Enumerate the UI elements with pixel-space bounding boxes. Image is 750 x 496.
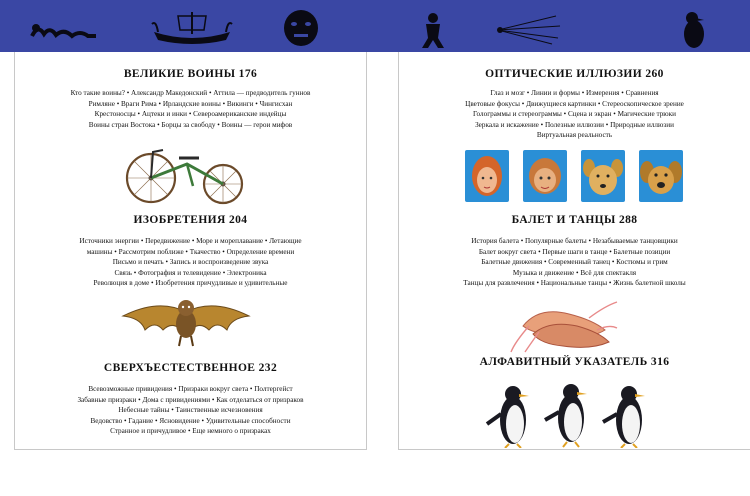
face-girl-2: [523, 150, 567, 202]
topic-line: Революция в доме • Изобретения причудливые и удивительные: [93, 279, 288, 288]
topic-line: Связь • Фотография и телевидение • Электроника: [114, 268, 267, 277]
bat-creature-illustration: [119, 294, 253, 352]
face-dog-1: [581, 150, 625, 202]
left-page: [14, 52, 367, 450]
topic-line: Письмо и печать • Запись и воспроизведение звука: [112, 258, 269, 267]
figure-icon: [418, 12, 448, 50]
topic-line: Виртуальная реальность: [536, 131, 613, 140]
topic-line: Римляне • Враги Рима • Ирландские воины • Викинги • Чингисхан: [88, 99, 293, 108]
right-page: [398, 52, 750, 450]
topic-line: Кто такие воины? • Александр Македонский • Аттила — предводитель гуннов: [70, 89, 311, 97]
section-title-warriors: ВЕЛИКИЕ ВОИНЫ 176: [123, 68, 258, 80]
section-title-optical-illusions: ОПТИЧЕСКИЕ ИЛЛЮЗИИ 260: [485, 68, 664, 80]
section-topics-supernatural: [21, 384, 360, 437]
section-title-supernatural: СВЕРХЪЕСТЕСТВЕННОЕ 232: [103, 362, 278, 374]
section-topics-warriors: [21, 88, 360, 130]
topic-line: Глаз и мозг • Линии и формы • Измерения • Сравнения: [490, 89, 659, 97]
topic-line: машины • Рассмотрим поближе • Ткачество • Определение времени: [86, 247, 295, 256]
topic-line: Танцы для развлечения • Национальные танцы • Жизнь балетной школы: [463, 279, 686, 288]
topic-line: Ведовство • Гадание • Ясновидение • Удивительные способности: [90, 416, 291, 425]
topic-line: Источники энергии • Передвижение • Море и мореплавание • Летающие: [79, 237, 302, 245]
topic-line: Забавные призраки • Дома с привидениями • Как отделаться от призраков: [77, 395, 304, 404]
topic-line: Балет вокруг света • Первые шаги в танце • Балетные позиции: [478, 247, 671, 256]
penguins-illustration: [483, 380, 663, 448]
topic-line: Балетные движения • Современный танец • Костюмы и грим: [481, 258, 668, 267]
section-topics-inventions: [21, 236, 360, 289]
sea-serpent-icon: [30, 20, 100, 42]
face-girl-1: [465, 150, 509, 202]
topic-line: История балета • Популярные балеты • Незабываемые танцовщики: [471, 237, 678, 245]
topic-line: Небесные тайны • Таинственные исчезновения: [118, 406, 263, 415]
topic-line: Крестоносцы • Ацтеки и инки • Североамериканские индейцы: [94, 110, 287, 119]
topic-line: Голограммы и стереограммы • Сцена и экран • Магические трюки: [473, 110, 676, 119]
morphing-faces-illustration: [465, 150, 685, 204]
section-title-inventions: ИЗОБРЕТЕНИЯ 204: [133, 214, 248, 226]
section-title-ballet: БАЛЕТ И ТАНЦЫ 288: [511, 214, 638, 226]
topic-line: Музыка и движение • Всё для спектакля: [512, 268, 637, 277]
section-title-index: АЛФАВИТНЫЙ УКАЗАТЕЛЬ 316: [479, 356, 670, 368]
mask-icon: [282, 8, 320, 48]
topic-line: Воины стран Востока • Борцы за свободу • Воины — герои мифов: [88, 120, 293, 129]
bicycle-illustration: [123, 146, 247, 208]
ballet-shoes-illustration: [509, 296, 619, 354]
topic-line: Цветовые фокусы • Движущиеся картинки • Стереоскопическое зрение: [465, 99, 684, 108]
section-topics-optical-illusions: [405, 88, 744, 141]
face-dog-2: [639, 150, 683, 202]
section-topics-ballet: [405, 236, 744, 289]
topic-line: Всевозможные привидения • Призраки вокруг света • Полтергейст: [88, 385, 293, 393]
penguin-icon: [680, 10, 708, 50]
light-rays-icon: [496, 12, 562, 46]
viking-ship-icon: [150, 10, 234, 46]
top-band: [0, 0, 750, 52]
topic-line: Зеркала и искажение • Полезные иллюзии • Природные иллюзии: [475, 120, 674, 129]
topic-line: Странное и причудливое • Еще немного о призраках: [110, 427, 271, 436]
